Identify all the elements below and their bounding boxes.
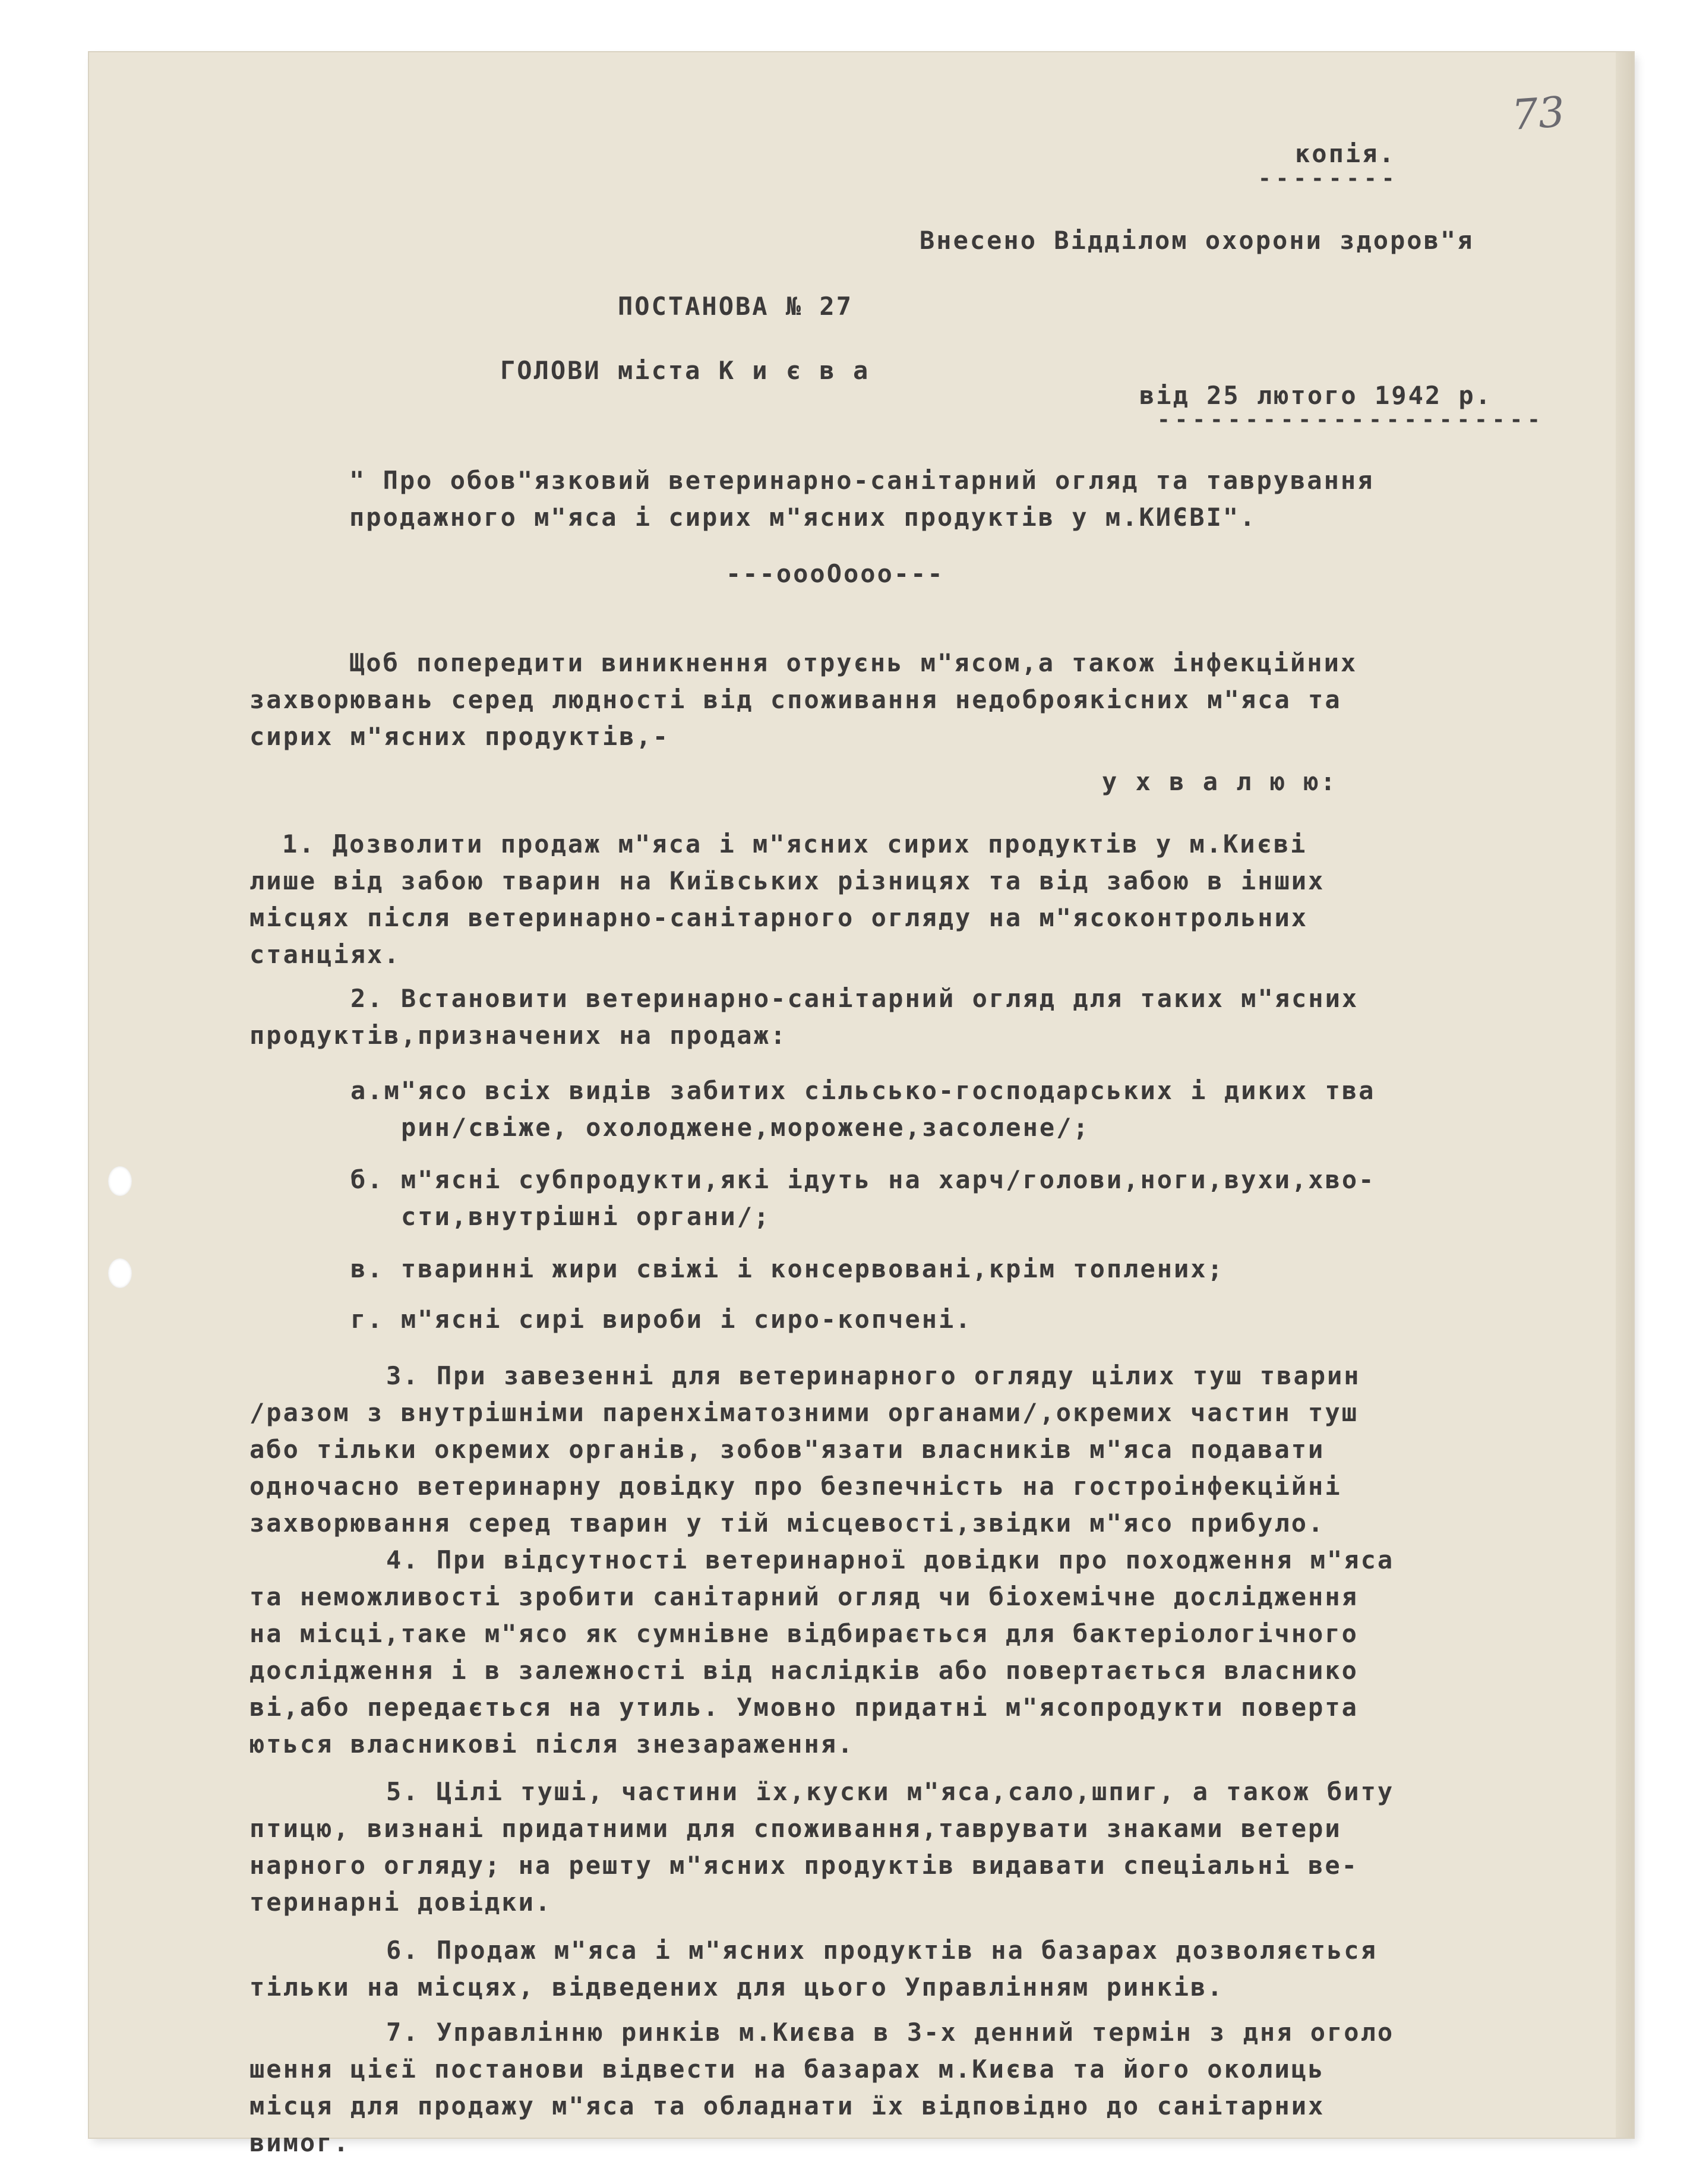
item-v-line: в. тваринні жири свіжі і консервовані,крім топлених; [350, 1254, 1224, 1283]
item-b-line: б. м"ясні субпродукти,які ідуть на харч/голови,ноги,вухи,хво- [350, 1165, 1376, 1194]
preamble-line: Щоб попередити виникнення отруєнь м"ясом,а також інфекційних [349, 648, 1358, 677]
subject-line: продажного м"яса і сирих м"ясних продуктів у м.КИЄВІ". [349, 503, 1257, 532]
paragraph-7-line: шення цієї постанови відвести на базарах м.Києва та його околиць [249, 2054, 1325, 2084]
submitted-by: Внесено Відділом охорони здоров"я [920, 226, 1474, 255]
copy-mark: копія. [1295, 139, 1396, 168]
paragraph-2-line: 2. Встановити ветеринарно-санітарний огляд для таких м"ясних [350, 984, 1359, 1013]
paragraph-1-line: місцях після ветеринарно-санітарного огляду на м"ясоконтрольних [249, 903, 1309, 932]
paragraph-5-line: теринарні довідки. [249, 1888, 552, 1917]
document-title: ПОСТАНОВА № 27 [618, 292, 854, 321]
paragraph-4-line: ві,або передається на утиль. Умовно придатні м"ясопродукти поверта [249, 1693, 1359, 1722]
paragraph-3-line: 3. При завезенні для ветеринарного огляду цілих туш тварин [386, 1361, 1361, 1390]
paragraph-1-line: станціях. [249, 940, 401, 969]
paragraph-5-line: птицю, визнані придатними для споживання,таврувати знаками ветери [249, 1814, 1342, 1843]
paragraph-4-line: 4. При відсутності ветеринарної довідки про походження м"яса [386, 1545, 1395, 1574]
paragraph-4-line: та неможливості зробити санітарний огляд чи біохемічне дослідження [249, 1582, 1359, 1611]
date-underline: ---------------------- [1157, 408, 1545, 432]
document-subtitle: ГОЛОВИ міста К и є в а [500, 356, 870, 385]
paragraph-4-line: ються власникові після знезараження. [249, 1729, 855, 1759]
paragraph-4-line: дослідження і в залежності від наслідків або повертається власнико [249, 1656, 1359, 1685]
preamble-line: захворювань серед людності від споживання недоброякісних м"яса та [249, 685, 1342, 714]
paragraph-6-line: тільки на місцях, відведених для цього Управлінням ринків. [249, 1972, 1224, 2002]
paragraph-3-line: захворювання серед тварин у тій місцевості,звідки м"ясо прибуло. [249, 1508, 1325, 1538]
document-date: від 25 лютого 1942 р. [1139, 381, 1493, 410]
punch-hole [108, 1166, 132, 1196]
preamble-line: сирих м"ясних продуктів,- [249, 722, 670, 751]
paragraph-3-line: одночасно ветеринарну довідку про безпечність на гостроінфекційні [249, 1472, 1342, 1501]
punch-hole [108, 1258, 132, 1288]
paragraph-3-line: або тільки окремих органів, зобов"язати власників м"яса подавати [249, 1435, 1325, 1464]
resolve-heading: у х в а л ю ю: [1102, 767, 1338, 796]
item-a-line: рин/свіже, охолоджене,морожене,засолене/; [401, 1113, 1090, 1142]
paragraph-5-line: нарного огляду; на решту м"ясних продуктів видавати спеціальні ве- [249, 1851, 1359, 1880]
paper-edge [1616, 52, 1634, 2138]
divider: ---oooOooo--- [726, 559, 944, 588]
paragraph-7-line: 7. Управлінню ринків м.Києва в 3-х денний термін з дня оголо [386, 2018, 1395, 2047]
paragraph-7-line: місця для продажу м"яса та обладнати їх відповідно до санітарних [249, 2091, 1325, 2120]
paragraph-1-line: лише від забою тварин на Київських різницях та від забою в інших [249, 866, 1325, 895]
item-b-line: сти,внутрішні органи/; [401, 1202, 771, 1231]
page-number: 73 [1510, 87, 1566, 140]
paragraph-1-line: 1. Дозволити продаж м"яса і м"ясних сирих продуктів у м.Києві [282, 829, 1307, 859]
copy-underline: -------- [1258, 166, 1399, 191]
item-a-line: а.м"ясо всіх видів забитих сільсько-господарських і диких тва [350, 1076, 1376, 1105]
paragraph-6-line: 6. Продаж м"яса і м"ясних продуктів на базарах дозволяється [386, 1936, 1378, 1965]
paragraph-4-line: на місці,таке м"ясо як сумнівне відбирається для бактеріологічного [249, 1619, 1359, 1648]
paragraph-7-line: вимог. [249, 2128, 350, 2157]
paragraph-3-line: /разом з внутрішніми паренхіматозними органами/,окремих частин туш [249, 1398, 1359, 1427]
subject-line: " Про обов"язковий ветеринарно-санітарний огляд та таврування [349, 466, 1375, 495]
paragraph-5-line: 5. Цілі туші, частини їх,куски м"яса,сало,шпиг, а також биту [386, 1777, 1395, 1806]
paragraph-2-line: продуктів,призначених на продаж: [249, 1021, 788, 1050]
item-g-line: г. м"ясні сирі вироби і сиро-копчені. [350, 1305, 972, 1334]
